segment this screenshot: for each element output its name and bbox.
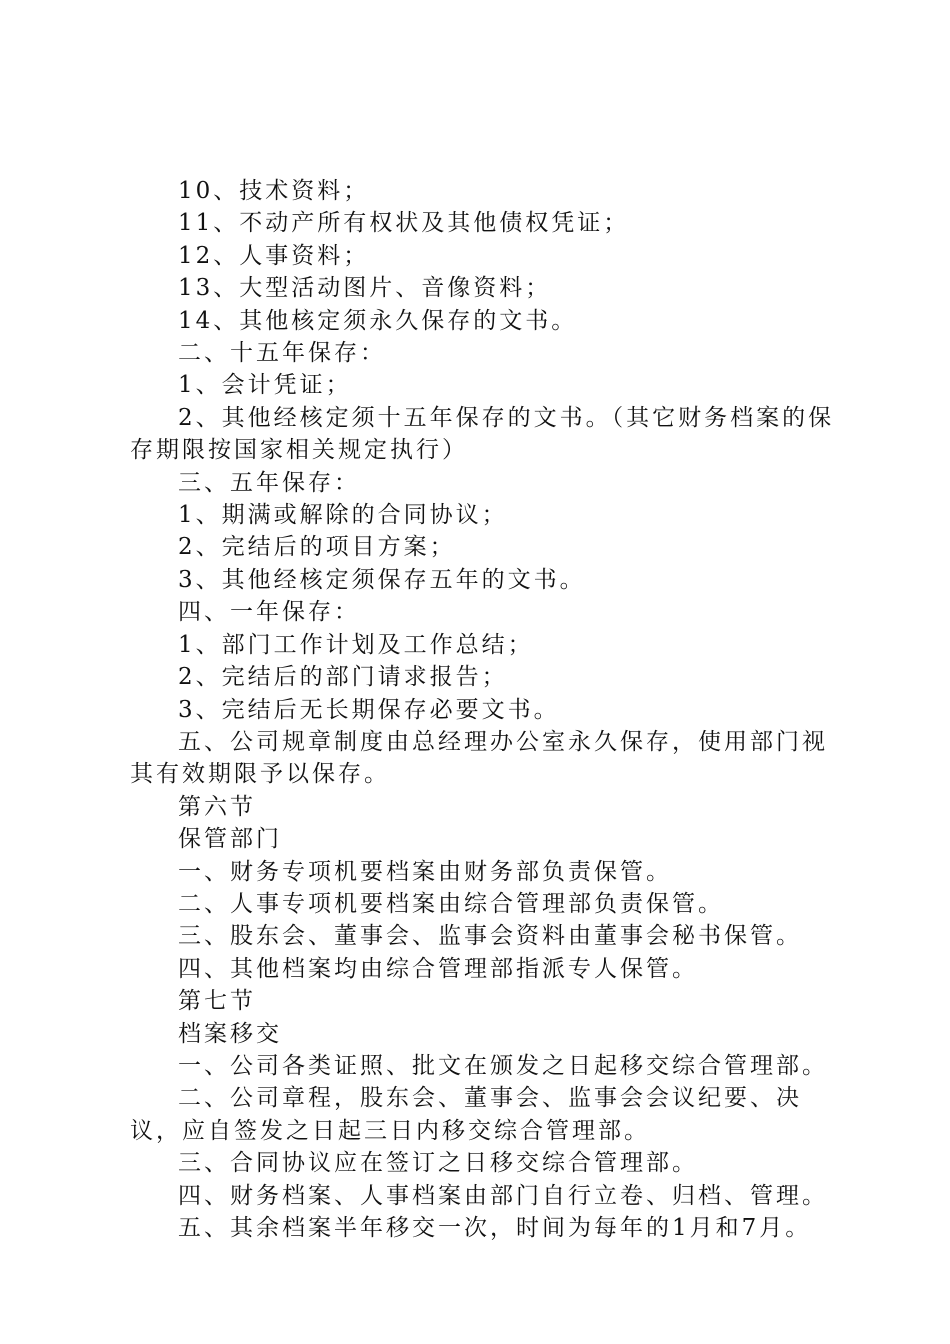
- paragraph-item: 1、期满或解除的合同协议；: [178, 502, 508, 529]
- section-title-transfer: 档案移交: [178, 1020, 282, 1047]
- paragraph-item: 1、部门工作计划及工作总结；: [178, 631, 534, 658]
- paragraph-item: 1、会计凭证；: [178, 372, 352, 399]
- paragraph-rules-retention: 五、公司规章制度由总经理办公室永久保存，使用部门视其有效期限予以保存。: [130, 728, 828, 788]
- paragraph-item: 三、合同协议应在签订之日移交综合管理部。: [178, 1150, 698, 1177]
- paragraph-item: 2、完结后的部门请求报告；: [178, 664, 508, 691]
- paragraph-item: 二、公司章程，股东会、董事会、监事会会议纪要、决议，应自签发之日起三日内移交综合管理部。: [130, 1085, 802, 1144]
- document-body: [130, 175, 835, 1244]
- section-title-custody: 保管部门: [178, 826, 282, 853]
- section-heading-one-year: 四、一年保存：: [178, 599, 360, 626]
- paragraph-item-13: 13、大型活动图片、音像资料；: [178, 275, 552, 302]
- section-number-six: 第六节: [178, 793, 256, 820]
- paragraph-item-12: 12、人事资料；: [178, 242, 370, 269]
- paragraph-item-14: 14、其他核定须永久保存的文书。: [178, 307, 578, 334]
- section-number-seven: 第七节: [178, 988, 256, 1015]
- paragraph-item-11: 11、不动产所有权状及其他债权凭证；: [178, 210, 630, 237]
- paragraph-item: 五、其余档案半年移交一次，时间为每年的1月和7月。: [178, 1215, 812, 1241]
- paragraph-item: 四、其他档案均由综合管理部指派专人保管。: [178, 955, 698, 982]
- paragraph-item: 一、财务专项机要档案由财务部负责保管。: [178, 858, 672, 885]
- paragraph-item: 2、其他经核定须十五年保存的文书。（其它财务档案的保存期限按国家相关规定执行）: [130, 404, 835, 464]
- paragraph-item: 三、股东会、董事会、监事会资料由董事会秘书保管。: [178, 923, 802, 950]
- section-heading-five-years: 三、五年保存：: [178, 469, 360, 496]
- section-heading-fifteen-years: 二、十五年保存：: [178, 340, 386, 367]
- paragraph-item: 一、公司各类证照、批文在颁发之日起移交综合管理部。: [178, 1052, 828, 1079]
- paragraph-item: 四、财务档案、人事档案由部门自行立卷、归档、管理。: [178, 1182, 828, 1209]
- paragraph-item: 2、完结后的项目方案；: [178, 534, 456, 561]
- paragraph-item: 3、其他经核定须保存五年的文书。: [178, 566, 586, 593]
- paragraph-item-10: 10、技术资料；: [178, 178, 370, 204]
- paragraph-item: 3、完结后无长期保存必要文书。: [178, 696, 560, 723]
- paragraph-item: 二、人事专项机要档案由综合管理部负责保管。: [178, 890, 724, 917]
